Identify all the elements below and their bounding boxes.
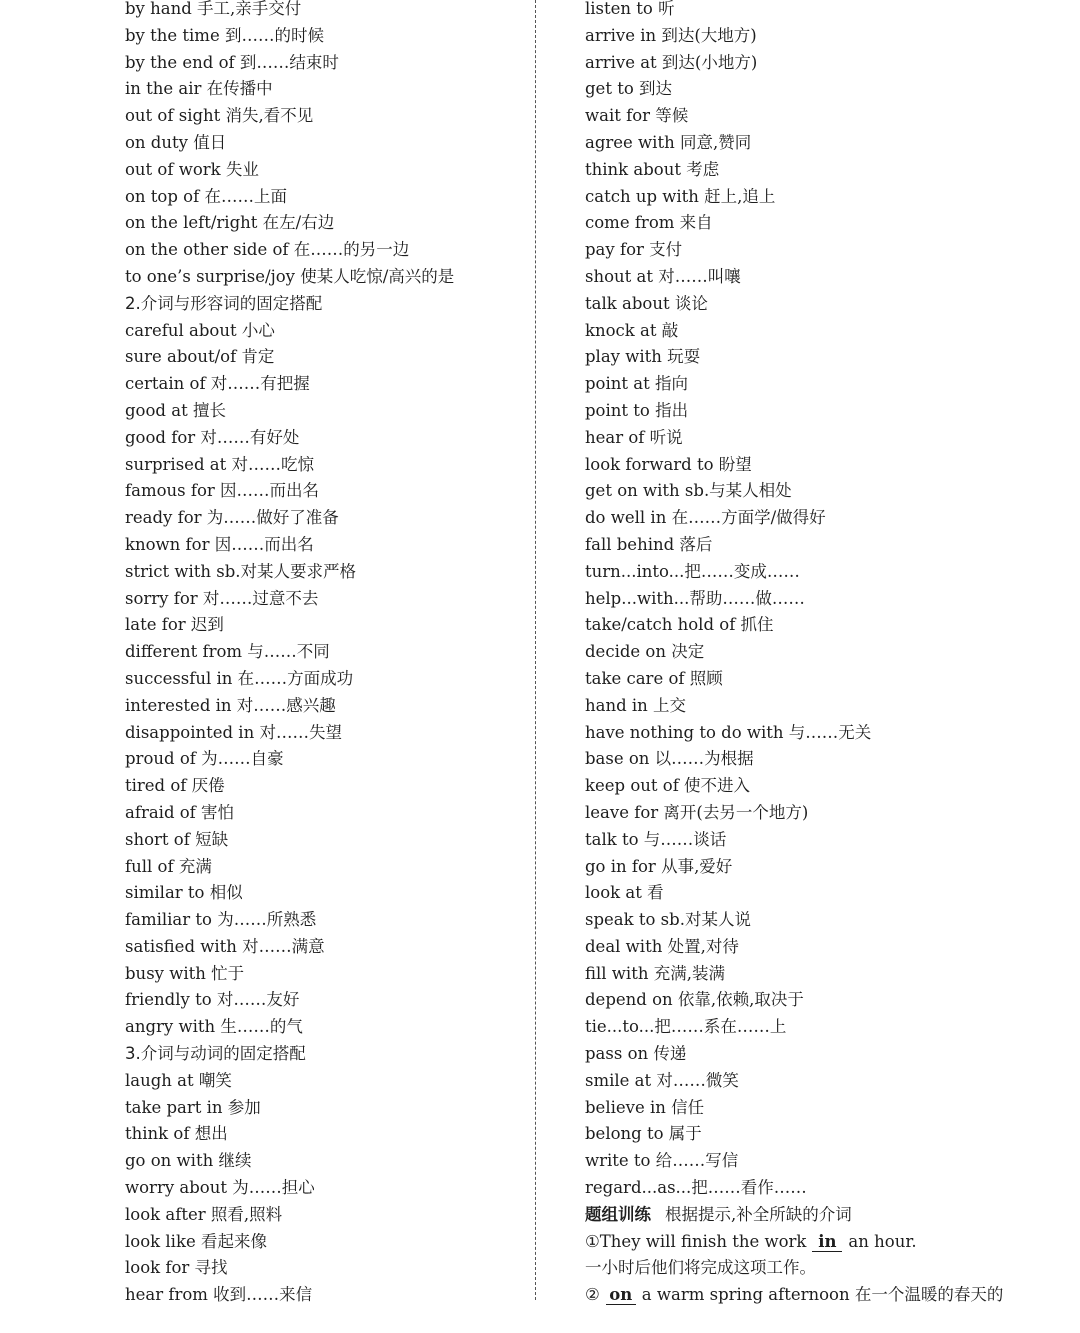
phrase-entry: short of 短缺 xyxy=(125,829,229,849)
phrase-entry: look for 寻找 xyxy=(125,1258,228,1278)
phrase-entry: take care of 照顾 xyxy=(585,668,723,688)
phrase-entry: take part in 参加 xyxy=(125,1097,261,1117)
phrase-entry: look after 照看,照料 xyxy=(125,1204,283,1224)
section-heading: 2.介词与形容词的固定搭配 xyxy=(125,293,323,313)
phrase-entry: out of sight 消失,看不见 xyxy=(125,106,314,126)
phrase-entry: pay for 支付 xyxy=(585,240,683,260)
phrase-entry: talk to 与……谈话 xyxy=(585,829,727,849)
phrase-entry: disappointed in 对……失望 xyxy=(125,722,342,742)
phrase-entry: ready for 为……做好了准备 xyxy=(125,508,339,528)
phrase-entry: listen to 听 xyxy=(585,0,675,18)
phrase-entry: take/catch hold of 抓住 xyxy=(585,615,774,635)
phrase-entry: deal with 处置,对待 xyxy=(585,936,739,956)
phrase-entry: think of 想出 xyxy=(125,1124,228,1144)
phrase-entry: look at 看 xyxy=(585,883,664,903)
phrase-entry: proud of 为……自豪 xyxy=(125,749,284,769)
phrase-entry: good at 擅长 xyxy=(125,400,226,420)
exercise-title: 题组训练 xyxy=(585,1204,651,1224)
exercise-question-2 xyxy=(585,1282,1025,1309)
phrase-entry: fill with 充满,装满 xyxy=(585,963,725,983)
phrase-entry: regard...as...把……看作…… xyxy=(585,1178,807,1198)
phrase-entry: base on 以……为根据 xyxy=(585,749,754,769)
phrase-entry: afraid of 害怕 xyxy=(125,802,235,822)
phrase-entry: certain of 对……有把握 xyxy=(125,374,310,394)
phrase-entry: go in for 从事,爱好 xyxy=(585,856,733,876)
phrase-entry: on top of 在……上面 xyxy=(125,186,287,206)
phrase-entry: have nothing to do with 与……无关 xyxy=(585,722,872,742)
section-heading: 3.介词与动词的固定搭配 xyxy=(125,1044,306,1064)
phrase-entry: look forward to 盼望 xyxy=(585,454,752,474)
phrase-entry: keep out of 使不进入 xyxy=(585,776,751,796)
phrase-entry: laugh at 嘲笑 xyxy=(125,1070,232,1090)
phrase-entry: tired of 厌倦 xyxy=(125,776,225,796)
phrase-entry: play with 玩耍 xyxy=(585,347,701,367)
phrase-entry: point at 指向 xyxy=(585,374,688,394)
phrase-entry: point to 指出 xyxy=(585,400,689,420)
phrase-entry: smile at 对……微笑 xyxy=(585,1070,739,1090)
phrase-entry: get to 到达 xyxy=(585,79,673,99)
phrase-entry: friendly to 对……友好 xyxy=(125,990,300,1010)
phrase-entry: tie...to...把……系在……上 xyxy=(585,1017,787,1037)
phrase-entry: catch up with 赶上,追上 xyxy=(585,186,776,206)
exercise-instruction: 根据提示,补全所缺的介词 xyxy=(665,1204,852,1224)
phrase-entry: think about 考虑 xyxy=(585,159,720,179)
phrase-entry: help...with...帮助……做…… xyxy=(585,588,805,608)
phrase-entry: depend on 依靠,依赖,取决于 xyxy=(585,990,804,1010)
phrase-entry: pass on 传递 xyxy=(585,1044,687,1064)
phrase-entry: by the time 到……的时候 xyxy=(125,25,324,45)
phrase-entry: arrive at 到达(小地方) xyxy=(585,52,758,72)
phrase-entry: by hand 手工,亲手交付 xyxy=(125,0,302,18)
phrase-entry: angry with 生……的气 xyxy=(125,1017,303,1037)
phrase-entry: by the end of 到……结束时 xyxy=(125,52,339,72)
column-divider xyxy=(535,0,536,1300)
exercise-heading xyxy=(585,1202,1025,1229)
phrase-entry: leave for 离开(去另一个地方) xyxy=(585,802,809,822)
phrase-entry: go on with 继续 xyxy=(125,1151,252,1171)
phrase-entry: careful about 小心 xyxy=(125,320,275,340)
phrase-entry: agree with 同意,赞同 xyxy=(585,132,752,152)
phrase-entry: sure about/of 肯定 xyxy=(125,347,275,367)
phrase-entry: to one’s surprise/joy 使某人吃惊/高兴的是 xyxy=(125,266,455,286)
phrase-entry: get on with sb.与某人相处 xyxy=(585,481,792,501)
phrase-entry: believe in 信任 xyxy=(585,1097,705,1117)
phrase-entry: on the left/right 在左/右边 xyxy=(125,213,335,233)
phrase-entry: late for 迟到 xyxy=(125,615,224,635)
answer-blank: on xyxy=(606,1286,636,1305)
phrase-entry: shout at 对……叫嚷 xyxy=(585,266,741,286)
question-text: an hour. xyxy=(848,1231,917,1251)
right-column xyxy=(585,0,1025,1309)
phrase-entry: in the air 在传播中 xyxy=(125,79,273,99)
answer-blank: in xyxy=(812,1233,842,1252)
phrase-entry: successful in 在……方面成功 xyxy=(125,668,354,688)
phrase-entry: interested in 对……感兴趣 xyxy=(125,695,336,715)
phrase-entry: worry about 为……担心 xyxy=(125,1178,315,1198)
phrase-entry: arrive in 到达(大地方) xyxy=(585,25,757,45)
question-number: ① xyxy=(585,1231,600,1251)
phrase-entry: look like 看起来像 xyxy=(125,1231,267,1251)
question-text: a warm spring afternoon 在一个温暖的春天的 xyxy=(641,1285,1004,1305)
phrase-entry: busy with 忙于 xyxy=(125,963,245,983)
phrase-entry: sorry for 对……过意不去 xyxy=(125,588,319,608)
question-text: They will finish the work xyxy=(599,1231,807,1251)
phrase-entry: hear from 收到……来信 xyxy=(125,1285,313,1305)
phrase-entry: satisfied with 对……满意 xyxy=(125,936,325,956)
question-translation: 一小时后他们将完成这项工作。 xyxy=(585,1258,816,1278)
phrase-entry: hand in 上交 xyxy=(585,695,687,715)
phrase-entry: full of 充满 xyxy=(125,856,212,876)
phrase-entry: familiar to 为……所熟悉 xyxy=(125,910,317,930)
phrase-entry: out of work 失业 xyxy=(125,159,259,179)
phrase-entry: good for 对……有好处 xyxy=(125,427,300,447)
exercise-question-1 xyxy=(585,1229,1025,1256)
phrase-entry: turn...into...把……变成…… xyxy=(585,561,800,581)
phrase-entry: on duty 值日 xyxy=(125,132,227,152)
phrase-entry: famous for 因……而出名 xyxy=(125,481,320,501)
phrase-entry: talk about 谈论 xyxy=(585,293,708,313)
phrase-entry: on the other side of 在……的另一边 xyxy=(125,240,410,260)
phrase-entry: hear of 听说 xyxy=(585,427,683,447)
phrase-entry: belong to 属于 xyxy=(585,1124,702,1144)
phrase-entry: do well in 在……方面学/做得好 xyxy=(585,508,826,528)
phrase-entry: strict with sb.对某人要求严格 xyxy=(125,561,357,581)
phrase-entry: surprised at 对……吃惊 xyxy=(125,454,314,474)
phrase-entry: wait for 等候 xyxy=(585,106,689,126)
phrase-entry: decide on 决定 xyxy=(585,642,705,662)
phrase-entry: known for 因……而出名 xyxy=(125,534,314,554)
phrase-entry: fall behind 落后 xyxy=(585,534,713,554)
phrase-entry: come from 来自 xyxy=(585,213,713,233)
question-number: ② xyxy=(585,1285,600,1305)
left-column xyxy=(125,0,525,1309)
phrase-entry: similar to 相似 xyxy=(125,883,243,903)
phrase-entry: speak to sb.对某人说 xyxy=(585,910,751,930)
phrase-entry: knock at 敲 xyxy=(585,320,679,340)
phrase-entry: different from 与……不同 xyxy=(125,642,330,662)
phrase-entry: write to 给……写信 xyxy=(585,1151,739,1171)
